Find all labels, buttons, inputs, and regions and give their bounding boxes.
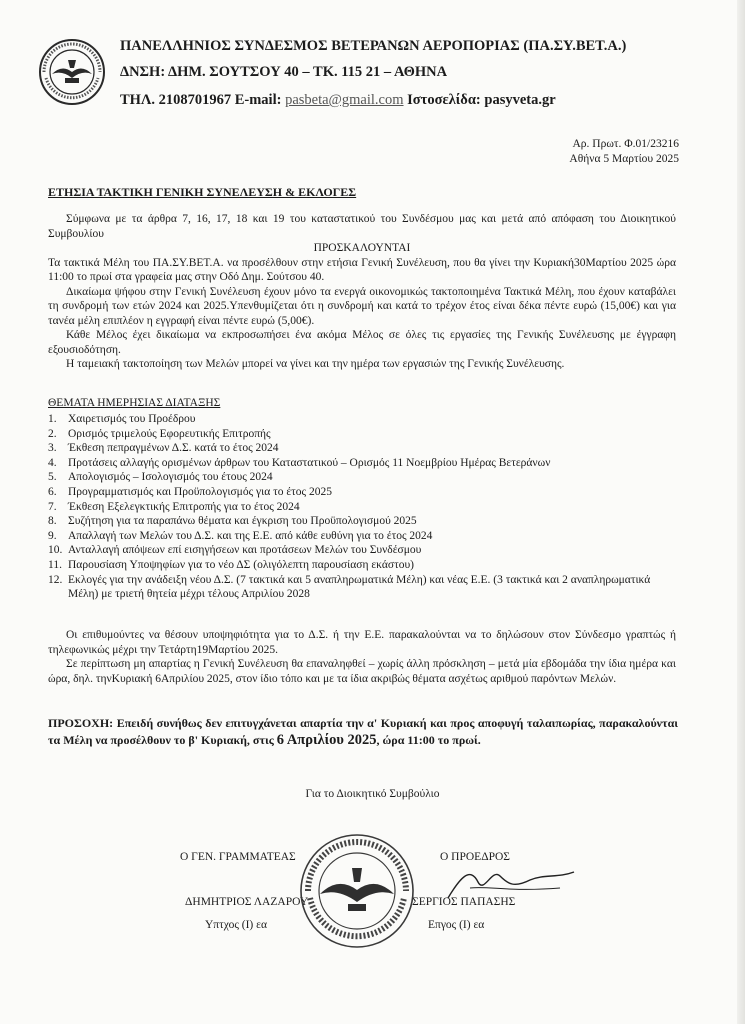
agenda-title: ΘΕΜΑΤΑ ΗΜΕΡΗΣΙΑΣ ΔΙΑΤΑΞΗΣ: [48, 397, 221, 409]
vote-paragraph: Δικαίωμα ψήφου στην Γενική Συνέλευση έχουν μόνο τα ενεργά οικονομικώς τακτοποιημένα Τακτικά Μέλη, που έχουν καταβάλει τη συνδρομή των ετών 2024 και 2025.Υπενθυμίζεται ότι η συνδρομή και κατά το τρέχον έτος είναι δέκα πέντε ευρώ (15,00€) και για τανέα μέλη επιπλέον η εγγραφή είναι πέντε ευρώ (5,00€).: [48, 285, 676, 327]
agenda-item-number: 5.: [48, 471, 57, 484]
notice-text: Επειδή συνήθως δεν επιτυγχάνεται απαρτία την α' Κυριακή και προς αποφυγή ταλαιπωρίας, παρακαλούνται τα Μέλη να προσέλθουν το β' Κυριακή, στις: [48, 716, 678, 747]
agenda-item-text: Προγραμματισμός και Προϋπολογισμός για το έτος 2025: [68, 485, 332, 498]
agenda-item: [48, 543, 678, 558]
president-role: Ο ΠΡΟΕΔΡΟΣ: [440, 851, 510, 863]
agenda-item-number: 6.: [48, 485, 57, 498]
agenda-item: [48, 558, 678, 573]
secretary-role: Ο ΓΕΝ. ΓΡΑΜΜΑΤΕΑΣ: [180, 851, 296, 863]
agenda-item-number: 4.: [48, 456, 57, 469]
org-website: Ιστοσελίδα: pasyveta.gr: [403, 92, 556, 108]
agenda-item-number: 7.: [48, 500, 57, 513]
agenda-item-text: Απολογισμός – Ισολογισμός του έτους 2024: [68, 471, 273, 484]
secretary-name: ΔΗΜΗΤΡΙΟΣ ΛΑΖΑΡΟΥ: [185, 896, 309, 908]
org-contact: [120, 92, 556, 109]
intro-section: [48, 212, 676, 372]
official-stamp: [298, 832, 416, 950]
agenda-item: [48, 485, 678, 500]
candidates-section: [48, 628, 676, 686]
invite-heading: ΠΡΟΣΚΑΛΟΥΝΤΑΙ: [313, 242, 411, 254]
invite-paragraph: Τα τακτικά Μέλη του ΠΑ.ΣΥ.ΒΕΤ.Α. να προσέλθουν στην ετήσια Γενική Συνέλευση, που θα γίνει την Κυριακή30Μαρτίου 2025 ώρα 11:00 το πρωί στα γραφεία μας στην Οδό Δημ. Σούτσου 40.: [48, 256, 676, 283]
notice-time: , ώρα 11:00 το πρωί.: [376, 733, 481, 747]
agenda-item: [48, 412, 678, 427]
quorum-paragraph: Σε περίπτωση μη απαρτίας η Γενική Συνέλευση θα επαναληφθεί – χωρίς άλλη πρόσκληση – μετά μία εβδομάδα την ίδια ημέρα και ώρα, δηλ. τηνΚυριακή 6Απριλίου 2025, στον ίδιο τόπο και με τα ίδια ακριβώς θέματα ασχέτως αριθμού παρόντων Μελών.: [48, 658, 676, 685]
payment-paragraph: Η ταμειακή τακτοποίηση των Μελών μπορεί να γίνει και την ημέρα των εργασιών της Γενικής Συνέλευσης.: [66, 358, 565, 370]
email-link[interactable]: pasbeta@gmail.com: [285, 92, 404, 108]
proxy-paragraph: Κάθε Μέλος έχει δικαίωμα να εκπροσωπήσει ένα ακόμα Μέλος σε όλες τις εργασίες της Γενικής Συνέλευσης με έγγραφη εξουσιοδότηση.: [48, 329, 676, 356]
agenda-item: [48, 470, 678, 485]
agenda-item-text: Εκλογές για την ανάδειξη νέου Δ.Σ. (7 τακτικά και 5 αναπληρωματικά Μέλη) και νέας Ε.Ε. (3 τακτικά και 2 αναπληρωματικά Μέλη) με τριετή θητεία μέχρι τέλους Απριλίου 2028: [68, 573, 651, 601]
document-title: ΕΤΗΣΙΑ ΤΑΚΤΙΚΗ ΓΕΝΙΚΗ ΣΥΝΕΛΕΥΣΗ & ΕΚΛΟΓΕΣ: [48, 185, 357, 199]
document-date: Αθήνα 5 Μαρτίου 2025: [569, 153, 679, 165]
president-rank: Επγος (Ι) εα: [428, 919, 485, 931]
agenda-item-number: 3.: [48, 442, 57, 455]
agenda-item-text: Ορισμός τριμελούς Εφορευτικής Επιτροπής: [68, 427, 271, 440]
candidates-paragraph: Οι επιθυμούντες να θέσουν υποψηφιότητα για το Δ.Σ. ή την Ε.Ε. παρακαλούνται να το δηλώσουν στον Σύνδεσμο γραπτώς ή τηλεφωνικώς μέχρι την Τετάρτη19Μαρτίου 2025.: [48, 629, 676, 656]
agenda-item-text: Έκθεση πεπραγμένων Δ.Σ. κατά το έτος 2024: [68, 442, 279, 455]
agenda-item: [48, 573, 678, 602]
agenda-item: [48, 514, 678, 529]
protocol-number: Αρ. Πρωτ. Φ.01/23216: [572, 138, 679, 150]
council-signoff: Για το Διοικητικό Συμβούλιο: [305, 788, 440, 800]
agenda-item-text: Συζήτηση για τα παραπάνω θέματα και έγκριση του Προϋπολογισμού 2025: [68, 515, 417, 528]
association-logo: [38, 38, 106, 106]
org-name: ΠΑΝΕΛΛΗΝΙΟΣ ΣΥΝΔΕΣΜΟΣ ΒΕΤΕΡΑΝΩΝ ΑΕΡΟΠΟΡΙΑΣ (ΠΑ.ΣΥ.ΒΕΤ.Α.): [120, 38, 627, 54]
agenda-item-text: Απαλλαγή των Μελών του Δ.Σ. και της Ε.Ε. από κάθε ευθύνη για το έτος 2024: [68, 529, 433, 542]
agenda-item-text: Παρουσίαση Υποψηφίων για το νέο ΔΣ (ολιγόλεπτη παρουσίαση εκάστου): [68, 558, 414, 571]
agenda-list: [48, 412, 678, 602]
notice-label: ΠΡΟΣΟΧΗ:: [48, 716, 114, 730]
intro-paragraph: Σύμφωνα με τα άρθρα 7, 16, 17, 18 και 19 του καταστατικού του Συνδέσμου μας και μετά από απόφαση του Διοικητικού Συμβουλίου: [48, 213, 676, 240]
agenda-item-number: 11.: [48, 558, 62, 571]
agenda-item-text: Χαιρετισμός του Προέδρου: [68, 413, 196, 425]
notice-date: 6 Απριλίου 2025: [276, 732, 377, 748]
agenda-item: [48, 529, 678, 544]
agenda-item-text: Ανταλλαγή απόψεων επί εισηγήσεων και προτάσεων Μελών του Συνδέσμου: [68, 544, 422, 557]
agenda-item-number: 12.: [48, 573, 63, 586]
agenda-item-text: Έκθεση Εξελεγκτικής Επιτροπής για το έτος 2024: [68, 500, 300, 513]
agenda-item: [48, 456, 678, 471]
notice-paragraph: [48, 715, 678, 749]
agenda-item-number: 8.: [48, 515, 57, 528]
agenda-item: [48, 441, 678, 456]
secretary-rank: Υπτχος (Ι) εα: [205, 919, 267, 931]
org-address: ΔΝΣΗ: ΔΗΜ. ΣΟΥΤΣΟΥ 40 – ΤΚ. 115 21 – ΑΘΗΝΑ: [120, 64, 448, 80]
page-edge: [737, 0, 745, 1024]
agenda-item-number: 2.: [48, 427, 57, 440]
agenda-item: [48, 427, 678, 442]
agenda-item-number: 1.: [48, 413, 57, 425]
president-signature: [440, 858, 580, 906]
agenda-item-number: 10.: [48, 544, 63, 557]
president-name: ΣΕΡΓΙΟΣ ΠΑΠΑΣΗΣ: [412, 896, 516, 908]
agenda-item-number: 9.: [48, 529, 57, 542]
agenda-item: [48, 500, 678, 515]
org-phone: ΤΗΛ. 2108701967 E-mail:: [120, 92, 286, 108]
agenda-item-text: Προτάσεις αλλαγής ορισμένων άρθρων του Καταστατικού – Ορισμός 11 Νοεμβρίου Ημέρας Βετεράνων: [68, 456, 551, 469]
